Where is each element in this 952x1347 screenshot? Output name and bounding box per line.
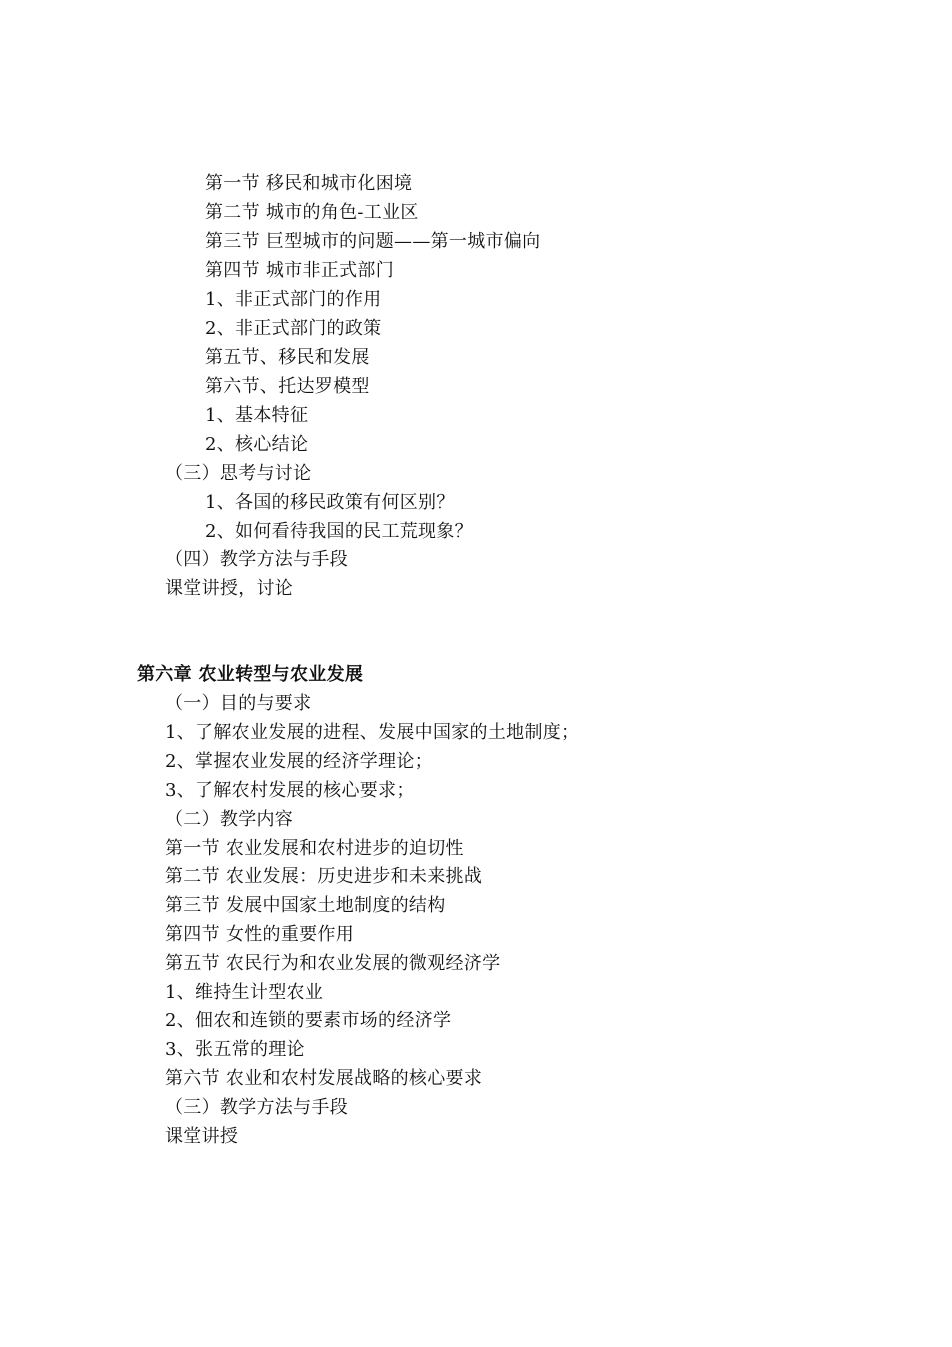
section-item: 第三节 巨型城市的问题——第一城市偏向 [205,231,541,252]
methods-text: 课堂讲授，讨论 [165,578,294,599]
content-item: 第二节 农业发展：历史进步和未来挑战 [165,866,483,887]
content-item: 3、张五常的理论 [165,1039,305,1060]
content-item: 第四节 女性的重要作用 [165,924,355,945]
goals-heading: （一）目的与要求 [165,693,312,714]
goal-item: 3、了解农村发展的核心要求； [165,780,415,801]
section-item: 第五节、移民和发展 [205,347,370,368]
discussion-heading: （三）思考与讨论 [165,463,312,484]
methods-text: 课堂讲授 [165,1126,239,1147]
content-item: 第六节 农业和农村发展战略的核心要求 [165,1068,483,1089]
section-item: 第四节 城市非正式部门 [205,260,395,281]
content-item: 1、维持生计型农业 [165,982,324,1003]
discussion-item: 2、如何看待我国的民工荒现象？ [205,521,473,542]
section-item: 第六节、托达罗模型 [205,376,370,397]
section-item: 2、核心结论 [205,434,309,455]
section-item: 1、基本特征 [205,405,309,426]
content-heading: （二）教学内容 [165,809,294,830]
methods-heading: （三）教学方法与手段 [165,1097,348,1118]
chapter-title: 第六章 农业转型与农业发展 [137,664,364,685]
goal-item: 1、了解农业发展的进程、发展中国家的土地制度； [165,722,580,743]
discussion-item: 1、各国的移民政策有何区别？ [205,492,455,513]
section-item: 2、非正式部门的政策 [205,318,382,339]
content-item: 第五节 农民行为和农业发展的微观经济学 [165,953,501,974]
content-item: 第一节 农业发展和农村进步的迫切性 [165,838,464,859]
content-item: 2、佃农和连锁的要素市场的经济学 [165,1010,452,1031]
methods-heading: （四）教学方法与手段 [165,549,348,570]
content-item: 第三节 发展中国家土地制度的结构 [165,895,446,916]
goal-item: 2、掌握农业发展的经济学理论； [165,751,433,772]
section-item: 1、非正式部门的作用 [205,289,382,310]
section-item: 第二节 城市的角色-工业区 [205,202,419,223]
section-item: 第一节 移民和城市化困境 [205,173,413,194]
